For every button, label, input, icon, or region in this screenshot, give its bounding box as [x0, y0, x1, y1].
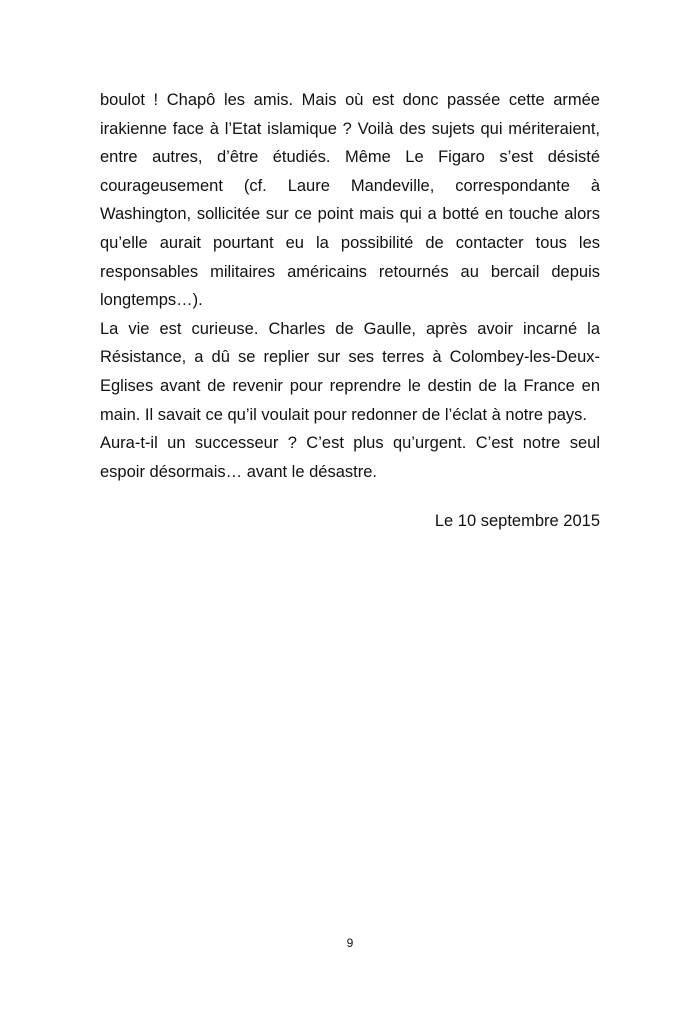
text-line: main. Il savait ce qu’il voulait pour redonner de l’éclat à notre pays.	[100, 405, 588, 424]
text-line: Eglises avant de revenir pour reprendre le destin de la France en	[100, 376, 600, 395]
text-line: La vie est curieuse. Charles de Gaulle, après avoir incarné la	[100, 319, 600, 338]
text-line: entre autres, d’être étudiés. Même Le Figaro s’est désisté	[100, 148, 600, 167]
page-number: 9	[346, 936, 354, 950]
text-line: longtemps…).	[100, 291, 203, 310]
text-line: responsables militaires américains retournés au bercail depuis	[100, 262, 600, 281]
date-signature: Le 10 septembre 2015	[434, 512, 600, 530]
text-line: Washington, sollicitée sur ce point mais qui a botté en touche alors	[100, 205, 600, 224]
text-line: boulot ! Chapô les amis. Mais où est donc passée cette armée	[100, 91, 600, 109]
text-line: irakienne face à l’Etat islamique ? Voilà des sujets qui mériteraient,	[100, 119, 600, 138]
text-line: Résistance, a dû se replier sur ses terres à Colombey-les-Deux-	[100, 348, 600, 367]
text-line: espoir désormais… avant le désastre.	[100, 462, 377, 481]
text-line: qu’elle aurait pourtant eu la possibilité de contacter tous les	[100, 233, 600, 252]
body-text	[100, 86, 600, 486]
text-line: Aura-t-il un successeur ? C’est plus qu’urgent. C’est notre seul	[100, 434, 600, 453]
text-line: courageusement (cf. Laure Mandeville, correspondante à	[100, 176, 600, 195]
